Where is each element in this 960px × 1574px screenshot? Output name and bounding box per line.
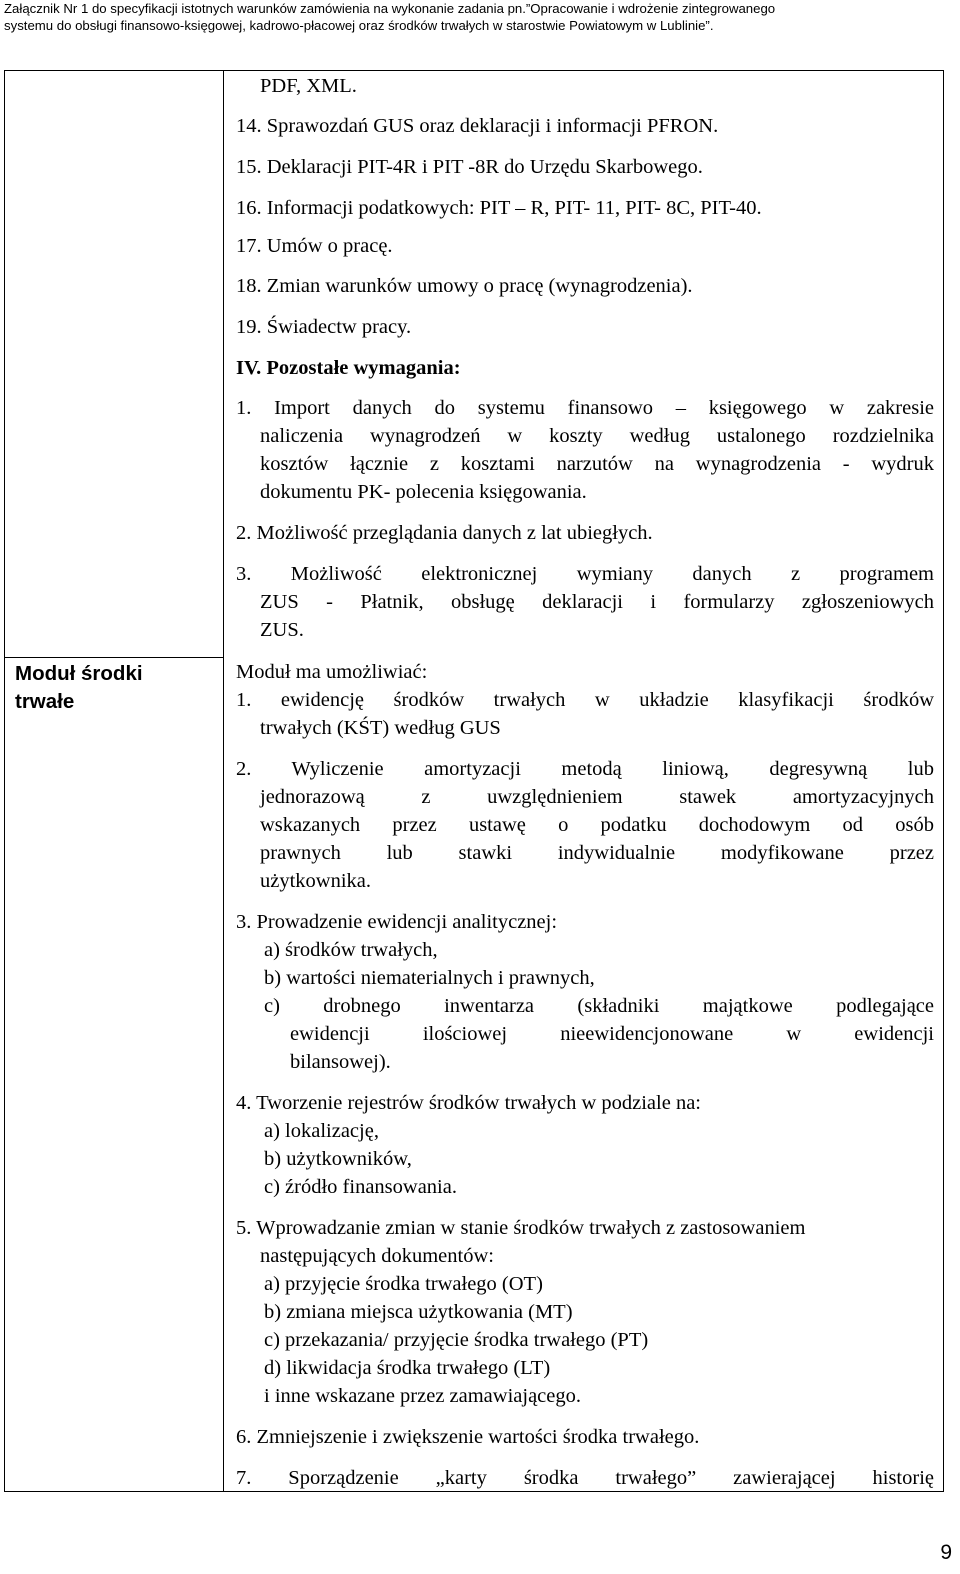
text-line: d) likwidacja środka trwałego (LT) <box>264 1357 551 1379</box>
text-line: 3. Prowadzenie ewidencji analitycznej: <box>236 911 558 933</box>
text-line: 19. Świadectw pracy. <box>236 316 412 338</box>
text-line: a) lokalizację, <box>264 1120 379 1142</box>
text-line: kosztów łącznie z kosztami narzutów na wynagrodzenia - wydruk <box>260 453 934 475</box>
text-line: i inne wskazane przez zamawiającego. <box>264 1385 581 1407</box>
text-line: prawnych lub stawki indywidualnie modyfikowane przez <box>260 842 934 864</box>
text-line: bilansowej). <box>290 1051 391 1073</box>
text-line: c) źródło finansowania. <box>264 1176 457 1198</box>
text-line: b) zmiana miejsca użytkowania (MT) <box>264 1301 573 1323</box>
text-line: 2. Możliwość przeglądania danych z lat ubiegłych. <box>236 522 653 544</box>
text-line: 17. Umów o pracę. <box>236 235 393 257</box>
text-line: 6. Zmniejszenie i zwiększenie wartości środka trwałego. <box>236 1426 700 1448</box>
document-header <box>4 0 775 34</box>
module-label-line-2: trwałe <box>15 690 75 713</box>
text-line: Moduł ma umożliwiać: <box>236 661 428 683</box>
text-line: 16. Informacji podatkowych: PIT – R, PIT- 11, PIT- 8C, PIT-40. <box>236 197 762 219</box>
text-line: 3. Możliwość elektronicznej wymiany danych z programem <box>236 563 934 585</box>
text-line: naliczenia wynagrodzeń w koszty według ustalonego rozdzielnika <box>260 425 934 447</box>
text-line: ZUS. <box>260 619 304 641</box>
text-line: c) drobnego inwentarza (składniki majątkowe podlegające <box>264 995 934 1017</box>
text-line: 14. Sprawozdań GUS oraz deklaracji i informacji PFRON. <box>236 115 719 137</box>
text-line: 15. Deklaracji PIT-4R i PIT -8R do Urzędu Skarbowego. <box>236 156 703 178</box>
text-line: c) przekazania/ przyjęcie środka trwałego (PT) <box>264 1329 649 1351</box>
text-line: 1. Import danych do systemu finansowo – księgowego w zakresie <box>236 397 934 419</box>
module-label <box>15 660 143 716</box>
module-label-line-1: Moduł środki <box>15 662 143 685</box>
row-divider <box>5 657 223 658</box>
text-line: trwałych (KŚT) według GUS <box>260 717 501 739</box>
text-line: 2. Wyliczenie amortyzacji metodą liniową, degresywną lub <box>236 758 934 780</box>
column-divider <box>223 71 224 1491</box>
text-line: b) wartości niematerialnych i prawnych, <box>264 967 595 989</box>
text-line: 1. ewidencję środków trwałych w układzie klasyfikacji środków <box>236 689 934 711</box>
text-line: dokumentu PK- polecenia księgowania. <box>260 481 587 503</box>
text-line: ewidencji ilościowej nieewidencjonowane w ewidencji <box>290 1023 934 1045</box>
header-line-1: Załącznik Nr 1 do specyfikacji istotnych warunków zamówienia na wykonanie zadania pn.”Opracowanie i wdrożenie zintegrowanego <box>4 1 776 16</box>
text-line: wskazanych przez ustawę o podatku dochodowym od osób <box>260 814 934 836</box>
header-line-2: systemu do obsługi finansowo-księgowej, kadrowo-płacowej oraz środków trwałych w starostwie Powiatowym w Lublinie”. <box>4 18 714 33</box>
text-line: następujących dokumentów: <box>260 1245 494 1267</box>
page-number: 9 <box>940 1541 952 1564</box>
text-line: 18. Zmian warunków umowy o pracę (wynagrodzenia). <box>236 275 693 297</box>
text-line: 5. Wprowadzanie zmian w stanie środków trwałych z zastosowaniem <box>236 1217 806 1239</box>
text-line: 4. Tworzenie rejestrów środków trwałych w podziale na: <box>236 1092 701 1114</box>
text-line: użytkownika. <box>260 870 372 892</box>
text-line: a) przyjęcie środka trwałego (OT) <box>264 1273 543 1295</box>
text-line: 7. Sporządzenie „karty środka trwałego” zawierającej historię <box>236 1467 934 1489</box>
text-line: a) środków trwałych, <box>264 939 438 961</box>
text-line: jednorazową z uwzględnieniem stawek amortyzacyjnych <box>260 786 934 808</box>
text-line: ZUS - Płatnik, obsługę deklaracji i formularzy zgłoszeniowych <box>260 591 934 613</box>
text-line: b) użytkowników, <box>264 1148 412 1170</box>
section-heading: IV. Pozostałe wymagania: <box>236 357 461 379</box>
text-line: PDF, XML. <box>260 75 357 97</box>
